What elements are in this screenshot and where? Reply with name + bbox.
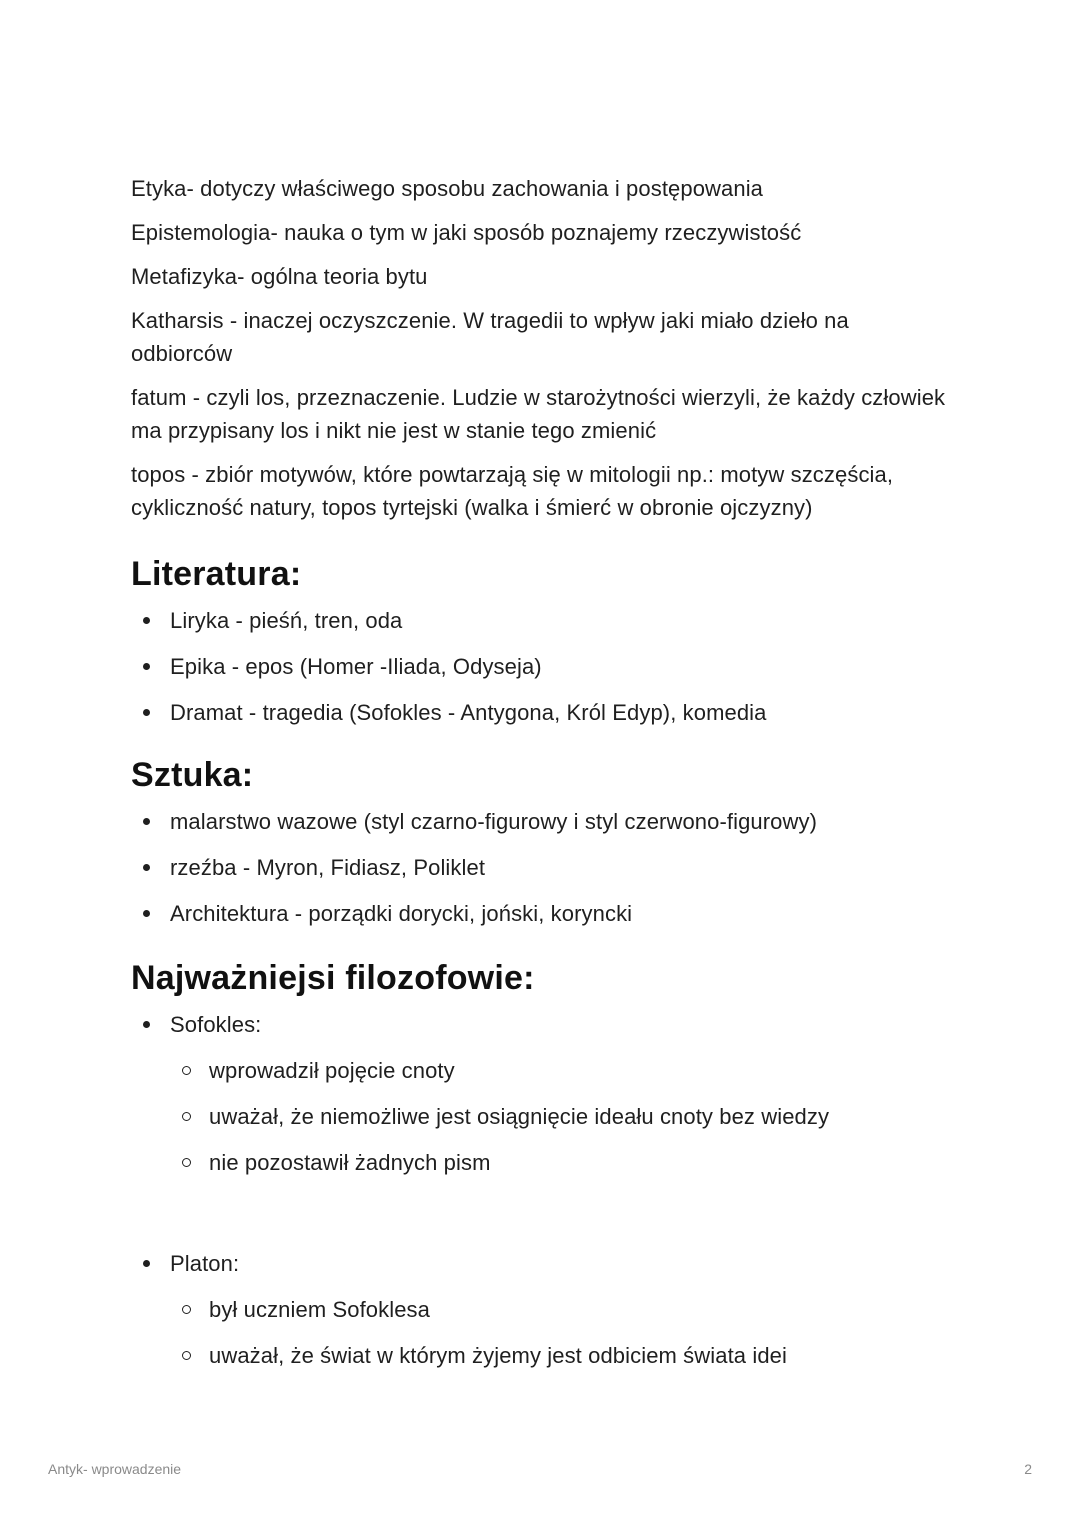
definition-epistemologia: Epistemologia- nauka o tym w jaki sposób poznajemy rzeczywistość [131, 220, 802, 245]
definition-topos: topos - zbiór motywów, które powtarzają się w mitologii np.: motyw szczęścia, cykliczność natury, topos tyrtejski (walka i śmierć w obronie ojczyzny) [131, 462, 894, 520]
filozofowie-list [131, 1008, 951, 1372]
bullet-icon [143, 709, 150, 716]
sub-list-item [170, 1293, 951, 1326]
hollow-bullet-icon [182, 1066, 191, 1075]
sub-list-item-text: wprowadził pojęcie cnoty [209, 1058, 455, 1083]
philosopher-item-platon [131, 1247, 951, 1372]
page-content [131, 172, 951, 1385]
list-item-text: Architektura - porządki dorycki, joński, koryncki [170, 901, 633, 926]
literatura-list [131, 604, 951, 729]
footer-page-number: 2 [1024, 1461, 1032, 1477]
section-heading-literatura: Literatura: [131, 555, 302, 593]
list-item [131, 696, 951, 729]
list-item-text: Dramat - tragedia (Sofokles - Antygona, Król Edyp), komedia [170, 700, 767, 725]
definition-fatum: fatum - czyli los, przeznaczenie. Ludzie w starożytności wierzyli, że każdy człowiek ma przypisany los i nikt nie jest w stanie tego zmienić [131, 385, 946, 443]
bullet-icon [143, 617, 150, 624]
sub-list-item-text: nie pozostawił żadnych pism [209, 1150, 491, 1175]
section-heading-sztuka: Sztuka: [131, 756, 254, 794]
sub-list-item-text: był uczniem Sofoklesa [209, 1297, 430, 1322]
list-item [131, 650, 951, 683]
footer-document-title: Antyk- wprowadzenie [48, 1461, 182, 1477]
sub-list-item [170, 1100, 951, 1133]
sub-list-item [170, 1146, 951, 1179]
list-item [131, 851, 951, 884]
list-item-text: rzeźba - Myron, Fidiasz, Poliklet [170, 855, 486, 880]
hollow-bullet-icon [182, 1351, 191, 1360]
hollow-bullet-icon [182, 1158, 191, 1167]
bullet-icon [143, 663, 150, 670]
sztuka-list [131, 805, 951, 930]
bullet-icon [143, 910, 150, 917]
list-item-text: Epika - epos (Homer -Iliada, Odyseja) [170, 654, 542, 679]
hollow-bullet-icon [182, 1305, 191, 1314]
sub-list-item-text: uważał, że niemożliwe jest osiągnięcie ideału cnoty bez wiedzy [209, 1104, 830, 1129]
list-item-text: Liryka - pieśń, tren, oda [170, 608, 403, 633]
philosopher-points [170, 1293, 951, 1372]
section-heading-filozofowie: Najważniejsi filozofowie: [131, 959, 535, 997]
philosopher-name: Platon: [170, 1251, 240, 1276]
philosopher-item-sofokles [131, 1008, 951, 1179]
hollow-bullet-icon [182, 1112, 191, 1121]
philosopher-name: Sofokles: [170, 1012, 262, 1037]
list-item-text: malarstwo wazowe (styl czarno-figurowy i styl czerwono-figurowy) [170, 809, 818, 834]
sub-list-item [170, 1339, 951, 1372]
bullet-icon [143, 1260, 150, 1267]
definition-metafizyka: Metafizyka- ogólna teoria bytu [131, 264, 428, 289]
philosopher-points [170, 1054, 951, 1179]
list-item [131, 897, 951, 930]
list-item [131, 805, 951, 838]
definition-etyka: Etyka- dotyczy właściwego sposobu zachowania i postępowania [131, 176, 764, 201]
sub-list-item-text: uważał, że świat w którym żyjemy jest odbiciem świata idei [209, 1343, 787, 1368]
sub-list-item [170, 1054, 951, 1087]
bullet-icon [143, 864, 150, 871]
list-item [131, 604, 951, 637]
bullet-icon [143, 1021, 150, 1028]
bullet-icon [143, 818, 150, 825]
definition-katharsis: Katharsis - inaczej oczyszczenie. W tragedii to wpływ jaki miało dzieło na odbiorców [131, 308, 849, 366]
